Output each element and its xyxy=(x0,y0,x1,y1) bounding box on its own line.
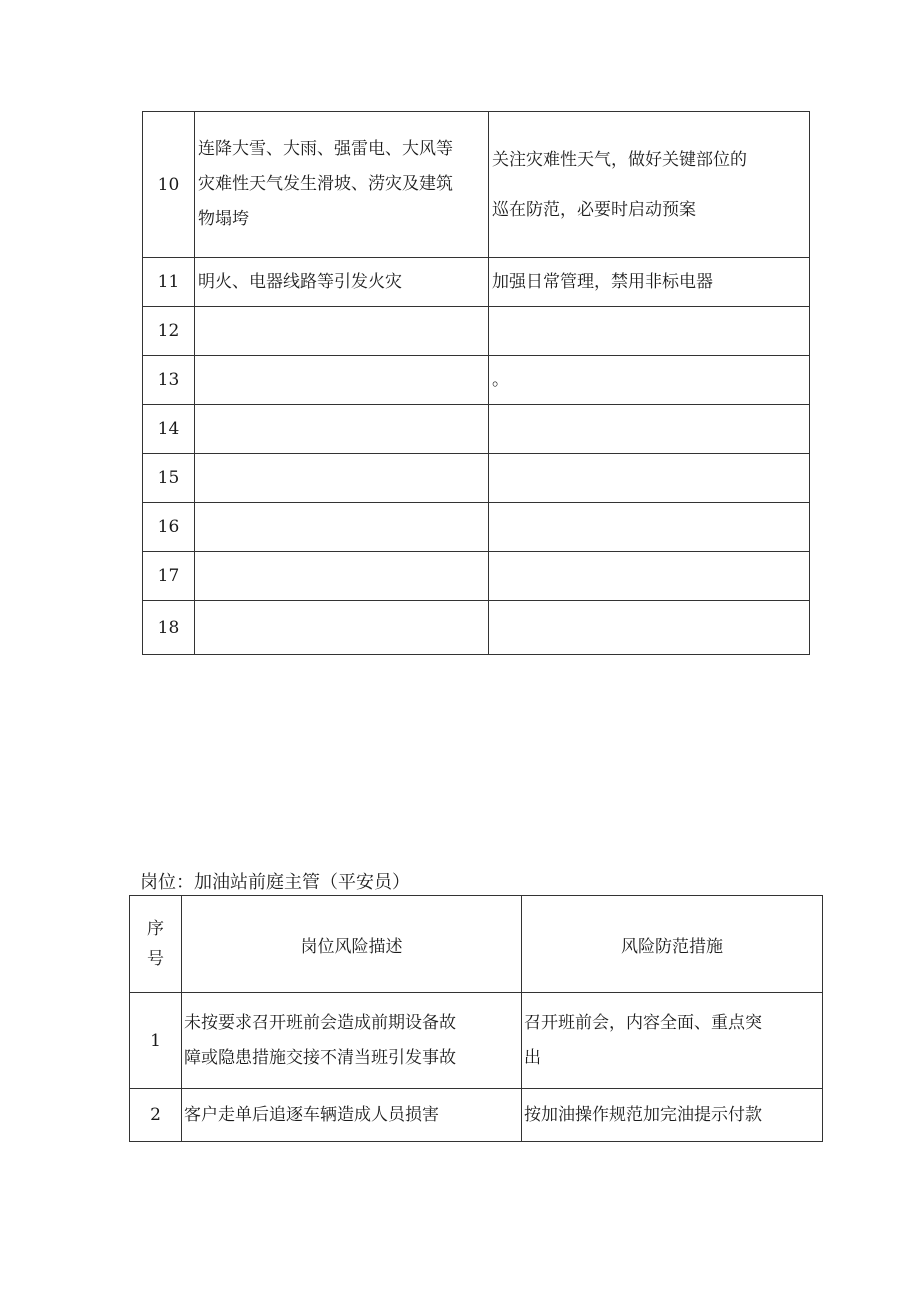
risk-description xyxy=(195,307,489,356)
row-number: 15 xyxy=(143,454,195,503)
risk-description: 明火、电器线路等引发火灾 xyxy=(195,258,489,307)
risk-description xyxy=(195,405,489,454)
risk-description: 客户走单后追逐车辆造成人员损害 xyxy=(182,1089,522,1142)
table-row xyxy=(143,601,810,655)
row-number: 16 xyxy=(143,503,195,552)
row-number: 14 xyxy=(143,405,195,454)
table-row xyxy=(143,503,810,552)
row-number: 10 xyxy=(143,112,195,258)
table-row xyxy=(143,552,810,601)
table-row xyxy=(143,356,810,405)
table-row xyxy=(143,405,810,454)
row-number: 11 xyxy=(143,258,195,307)
table-row xyxy=(130,993,823,1089)
risk-measure: 关注灾难性天气，做好关键部位的 巡在防范，必要时启动预案 xyxy=(489,112,810,258)
risk-table-continued xyxy=(142,111,810,655)
risk-description xyxy=(195,601,489,655)
risk-description: 连降大雪、大雨、强雷电、大风等 灾难性天气发生滑坡、涝灾及建筑 物塌垮 xyxy=(195,112,489,258)
row-number: 13 xyxy=(143,356,195,405)
risk-measure: 。 xyxy=(489,356,810,405)
table-row xyxy=(143,454,810,503)
risk-description xyxy=(195,454,489,503)
header-serial-number: 序 号 xyxy=(130,896,182,993)
table-row xyxy=(130,1089,823,1142)
risk-measure xyxy=(489,307,810,356)
post-risk-table xyxy=(129,895,823,1142)
table-row xyxy=(143,258,810,307)
risk-description xyxy=(195,356,489,405)
table-row xyxy=(143,307,810,356)
header-risk-measure: 风险防范措施 xyxy=(522,896,823,993)
row-number: 12 xyxy=(143,307,195,356)
risk-measure xyxy=(489,601,810,655)
risk-description xyxy=(195,503,489,552)
risk-description: 未按要求召开班前会造成前期设备故 障或隐患措施交接不清当班引发事故 xyxy=(182,993,522,1089)
row-number: 1 xyxy=(130,993,182,1089)
risk-measure xyxy=(489,454,810,503)
risk-measure: 召开班前会，内容全面、重点突 出 xyxy=(522,993,823,1089)
row-number: 18 xyxy=(143,601,195,655)
risk-measure: 加强日常管理，禁用非标电器 xyxy=(489,258,810,307)
risk-measure xyxy=(489,552,810,601)
risk-measure xyxy=(489,405,810,454)
table-row xyxy=(143,112,810,258)
row-number: 2 xyxy=(130,1089,182,1142)
row-number: 17 xyxy=(143,552,195,601)
header-risk-description: 岗位风险描述 xyxy=(182,896,522,993)
risk-measure: 按加油操作规范加完油提示付款 xyxy=(522,1089,823,1142)
risk-description xyxy=(195,552,489,601)
risk-measure xyxy=(489,503,810,552)
post-title: 岗位：加油站前庭主管（平安员） xyxy=(140,872,410,893)
table-header-row xyxy=(130,896,823,993)
